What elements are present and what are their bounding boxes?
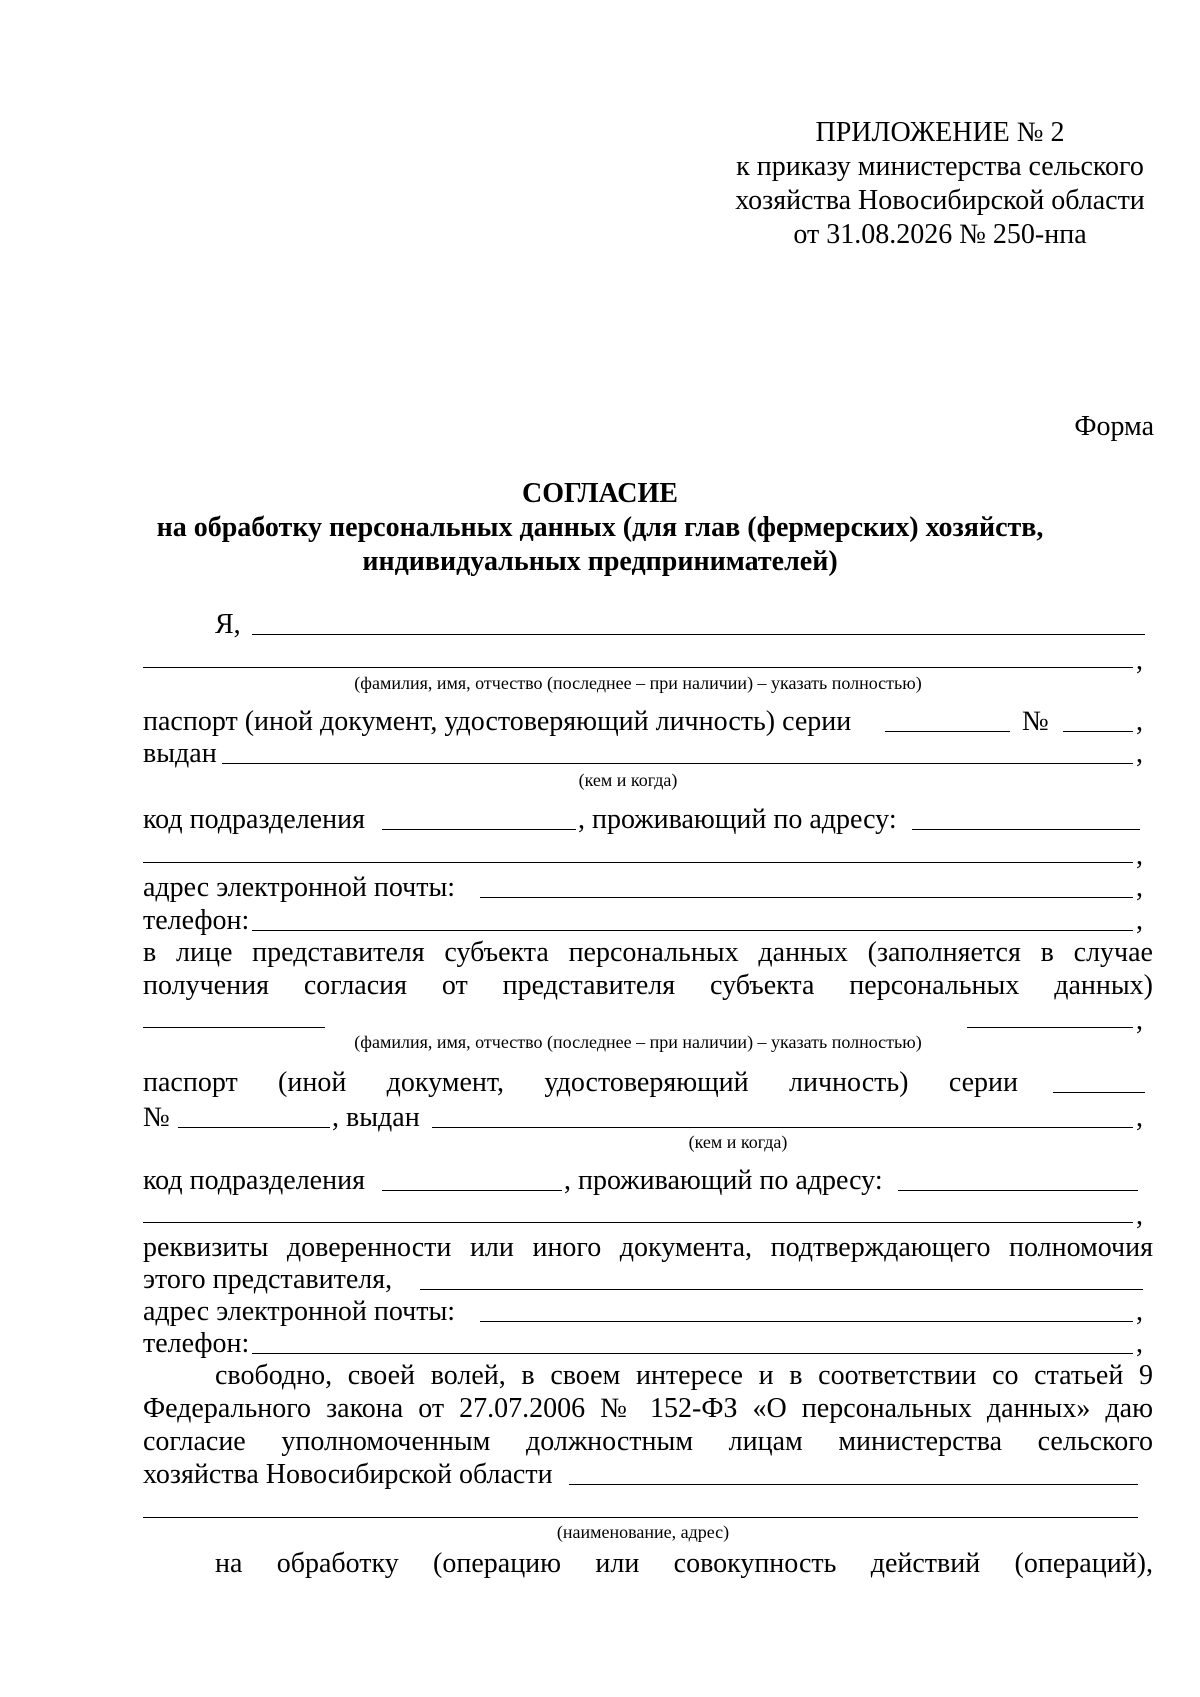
comma: ,: [1136, 1005, 1143, 1036]
representative-poa-line1: реквизиты доверенности или иного документа, подтверждающего полномочия: [143, 1232, 1153, 1263]
consent-line2: Федерального закона от 27.07.2006 № 152-ФЗ «О персональных данных» даю: [143, 1393, 1153, 1424]
comma: ,: [1136, 1296, 1143, 1327]
representative-passport-label: паспорт (иной документ, удостоверяющий личность) серии: [143, 1067, 1018, 1098]
representative-intro-line2: получения согласия от представителя субъекта персональных данных): [143, 970, 1153, 1001]
representative-phone-label: телефон:: [143, 1328, 250, 1359]
representative-code-label: код подразделения: [143, 1165, 365, 1196]
representative-email-label: адрес электронной почты:: [143, 1296, 456, 1327]
subject-email-label: адрес электронной почты:: [143, 872, 456, 903]
representative-issued-caption: (кем и когда): [688, 1132, 788, 1152]
appendix-number: ПРИЛОЖЕНИЕ № 2: [815, 117, 1065, 148]
subject-name-field[interactable]: [252, 634, 1145, 635]
subject-email-field[interactable]: [480, 897, 1133, 898]
representative-name-field-left[interactable]: [143, 1027, 325, 1028]
ministry-caption: (наименование, адрес): [556, 1522, 730, 1542]
subject-issued-by-field[interactable]: [222, 763, 1133, 764]
comma: ,: [1136, 840, 1143, 871]
comma: ,: [1136, 1102, 1143, 1133]
subject-passport-number-field[interactable]: [1063, 731, 1133, 732]
ministry-address-field[interactable]: [143, 1517, 1138, 1518]
representative-intro-line1: в лице представителя субъекта персональных данных (заполняется в случае: [143, 937, 1153, 968]
comma: ,: [1136, 645, 1143, 676]
order-date-number: от 31.08.2026 № 250-нпа: [793, 219, 1087, 250]
subject-name-field-continued[interactable]: [143, 667, 1133, 668]
representative-phone-field[interactable]: [252, 1353, 1133, 1354]
subject-issued-label: выдан: [143, 738, 217, 769]
document-subtitle-line2: индивидуальных предпринимателей): [362, 546, 838, 577]
representative-poa-line2: этого представителя,: [143, 1264, 393, 1295]
comma: ,: [1136, 872, 1143, 903]
subject-passport-label: паспорт (иной документ, удостоверяющий личность) серии: [143, 706, 852, 737]
subject-phone-field[interactable]: [252, 930, 1133, 931]
representative-address-field-continued[interactable]: [143, 1222, 1133, 1223]
representative-code-field[interactable]: [382, 1190, 562, 1191]
representative-address-label: , проживающий по адресу:: [564, 1165, 883, 1196]
subject-passport-series-field[interactable]: [885, 731, 1010, 732]
consent-line1: свободно, своей волей, в своем интересе и в соответствии со статьей 9: [215, 1360, 1153, 1391]
subject-address-field-continued[interactable]: [143, 862, 1133, 863]
comma: ,: [1136, 706, 1143, 737]
comma: ,: [1136, 1328, 1143, 1359]
subject-issued-caption: (кем и когда): [578, 770, 678, 790]
subject-number-sign: №: [1022, 706, 1049, 737]
comma: ,: [1136, 738, 1143, 769]
ministry-name-field[interactable]: [569, 1484, 1138, 1485]
subject-address-label: , проживающий по адресу:: [578, 804, 897, 835]
pronoun-ya: Я,: [215, 609, 241, 640]
subject-code-label: код подразделения: [143, 804, 365, 835]
order-reference-line2: хозяйства Новосибирской области: [735, 185, 1145, 216]
comma: ,: [1136, 905, 1143, 936]
consent-line4: хозяйства Новосибирской области: [143, 1459, 553, 1490]
representative-passport-series-field[interactable]: [1053, 1092, 1145, 1093]
representative-number-sign: №: [143, 1102, 170, 1133]
form-label: Форма: [1074, 411, 1154, 442]
representative-fio-caption: (фамилия, имя, отчество (последнее – при наличии) – указать полностью): [354, 1032, 922, 1052]
representative-address-field[interactable]: [898, 1190, 1138, 1191]
order-reference-line1: к приказу министерства сельского: [736, 151, 1144, 182]
subject-phone-label: телефон:: [143, 905, 250, 936]
representative-issued-by-field[interactable]: [432, 1127, 1133, 1128]
representative-name-field-right[interactable]: [967, 1027, 1133, 1028]
subject-fio-caption: (фамилия, имя, отчество (последнее – при наличии) – указать полностью): [354, 673, 922, 693]
subject-address-field[interactable]: [912, 829, 1140, 830]
document-subtitle-line1: на обработку персональных данных (для глав (фермерских) хозяйств,: [156, 512, 1044, 543]
representative-email-field[interactable]: [480, 1321, 1133, 1322]
representative-passport-number-field[interactable]: [178, 1127, 330, 1128]
consent-line3: согласие уполномоченным должностным лицам министерства сельского: [143, 1426, 1153, 1457]
representative-issued-label: , выдан: [332, 1102, 420, 1133]
subject-code-field[interactable]: [382, 829, 576, 830]
representative-poa-field[interactable]: [420, 1289, 1143, 1290]
comma: ,: [1136, 1200, 1143, 1231]
document-title: СОГЛАСИЕ: [522, 478, 678, 509]
processing-line: на обработку (операцию или совокупность действий (операций),: [215, 1548, 1153, 1579]
